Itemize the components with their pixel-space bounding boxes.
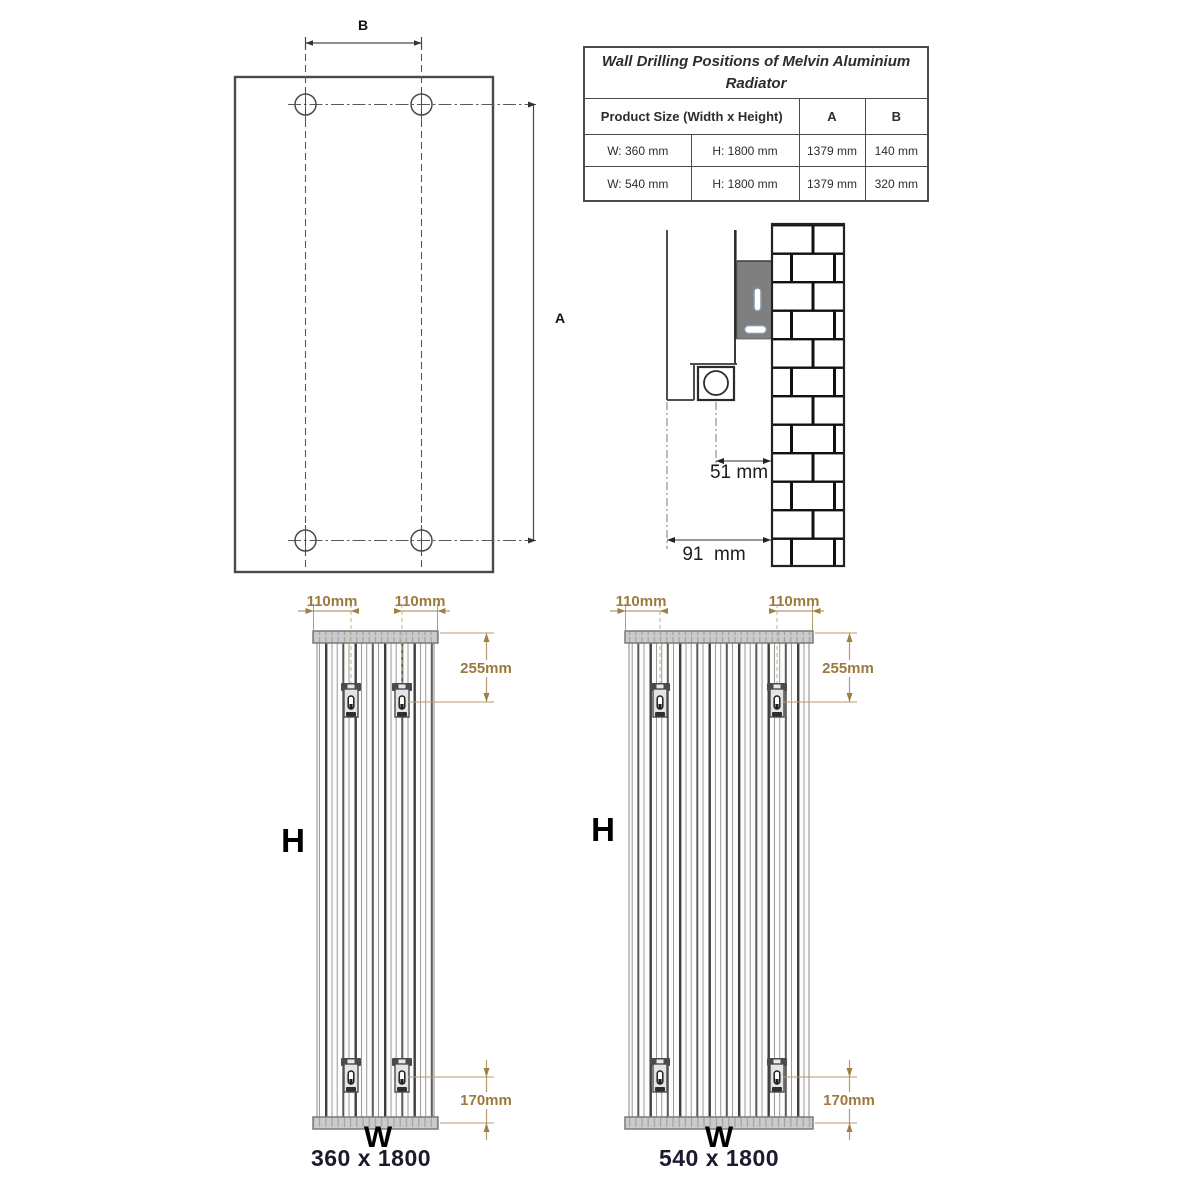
size-label-540x1800: 540 x 1800 (658, 1145, 780, 1171)
drill-holes (295, 89, 432, 556)
dim-91mm-label: 91 mm (682, 544, 746, 565)
dim-255mm-text: 255mm (460, 660, 512, 677)
dim-51mm-label: 51 mm (709, 462, 769, 483)
cell-b: 320 mm (865, 167, 928, 202)
col-header-product-size: Product Size (Width x Height) (584, 99, 799, 135)
dim-170mm-text: 170mm (823, 1092, 875, 1109)
col-header-a: A (799, 99, 865, 135)
dim-255mm-text: 255mm (822, 660, 874, 677)
bracket-slot-vertical (754, 288, 761, 311)
table-row (584, 135, 928, 167)
top-cap (625, 631, 813, 643)
dim-255mm-label (808, 661, 888, 677)
dim-a-label: A (554, 310, 566, 326)
height-label: H (281, 822, 305, 859)
cell-width: W: 360 mm (584, 135, 691, 167)
cell-a: 1379 mm (799, 135, 865, 167)
dim-170mm-label (446, 1093, 526, 1109)
table-row (584, 167, 928, 202)
cell-a: 1379 mm (799, 167, 865, 202)
drilling-positions-table (583, 46, 929, 202)
bracket-slot-horizontal (745, 326, 767, 334)
top-cap (313, 631, 438, 643)
radiator-front-540 (625, 631, 813, 1129)
brick-wall (772, 224, 844, 566)
cell-b: 140 mm (865, 135, 928, 167)
plan-view-drawing (235, 37, 536, 572)
cell-height: H: 1800 mm (691, 135, 799, 167)
table-title: Wall Drilling Positions of Melvin Aluminium Radiator (584, 47, 928, 99)
height-label: H (591, 811, 615, 848)
dim-110mm-right-label: 110mm (768, 593, 820, 610)
size-label-360x1800: 360 x 1800 (310, 1145, 432, 1171)
width-label: W (704, 1121, 734, 1154)
dim-255mm-label (446, 661, 526, 677)
dim-170mm-text: 170mm (460, 1092, 512, 1109)
dim-110mm-left-label: 110mm (306, 593, 358, 610)
radiator-front-360 (313, 631, 438, 1129)
cell-height: H: 1800 mm (691, 167, 799, 202)
dim-b-label: B (357, 17, 369, 33)
side-view-drawing (667, 224, 844, 566)
cell-width: W: 540 mm (584, 167, 691, 202)
dim-110mm-left-label: 110mm (615, 593, 667, 610)
col-header-b: B (865, 99, 928, 135)
width-label: W (363, 1121, 393, 1154)
dim-110mm-right-label: 110mm (394, 593, 446, 610)
dim-170mm-label (809, 1093, 889, 1109)
